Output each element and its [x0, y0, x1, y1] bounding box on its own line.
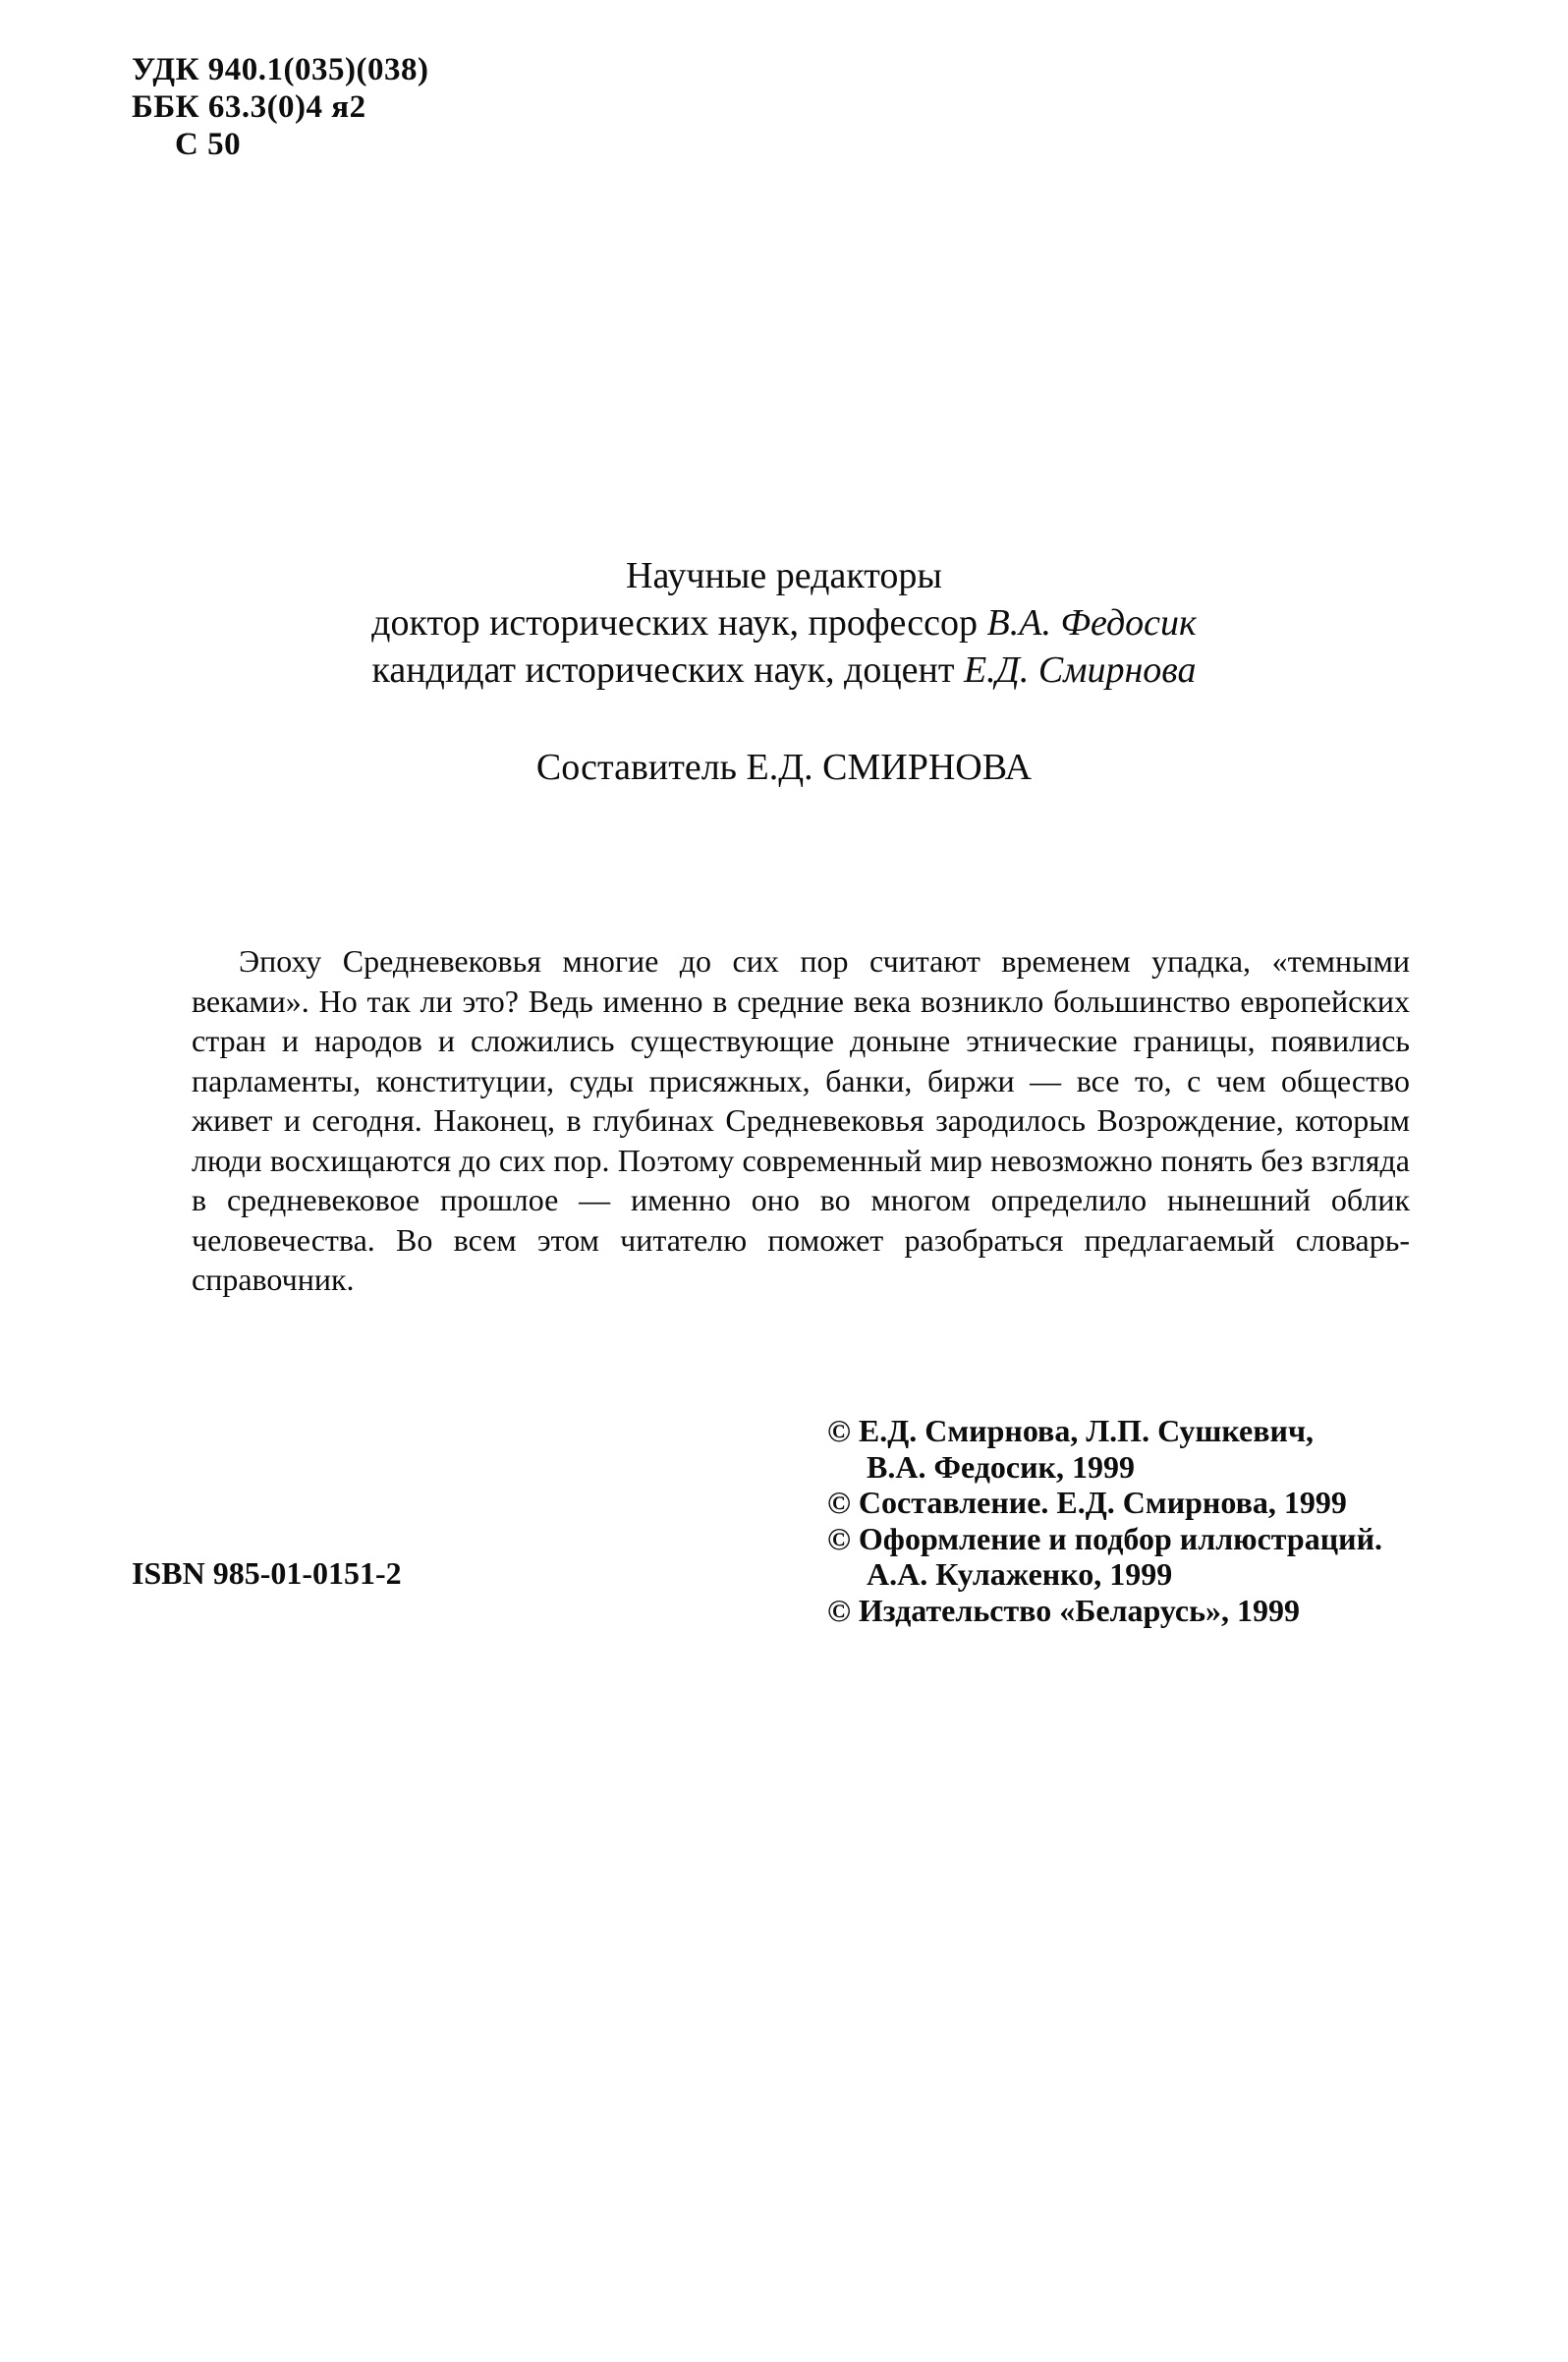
copyright-authors-cont: В.А. Федосик, 1999 [867, 1448, 1135, 1485]
classification-block [132, 51, 428, 163]
scientific-editors [0, 552, 1568, 694]
author-mark: С 50 [175, 127, 242, 162]
editor-2 [0, 647, 1568, 694]
compiler-line: Составитель Е.Д. СМИРНОВА [535, 747, 1033, 788]
editor-1 [0, 599, 1568, 647]
copyright-publisher: © Издательство «Беларусь», 1999 [827, 1592, 1301, 1628]
udk-code: УДК 940.1(035)(038) [132, 52, 429, 87]
annotation-paragraph: Эпоху Средневековья многие до сих пор считают временем упадка, «темными веками». Но так ли это? Ведь именно в средние века возникло большинство европейских стран и народов и сложились существующие доныне этнические границы, появились парламенты, конституции, суды присяжных, банки, биржи — все то, с чем общество живет и сегодня. Наконец, в глубинах Средневековья зародилось Возрождение, которым люди восхищаются до сих пор. Поэтому современный мир невозможно понять без взгляда в средневековое прошлое — именно оно во многом определило нынешний облик человечества. Во всем этом читателю поможет разобраться предлагаемый словарь-справочник. [192, 943, 1410, 1297]
editor-2-title: кандидат исторических наук, доцент [371, 649, 955, 691]
editor-1-name: В.А. Федосик [986, 602, 1197, 644]
isbn: ISBN 985-01-0151-2 [132, 1555, 402, 1591]
bbk-code: ББК 63.3(0)4 я2 [132, 89, 366, 125]
copyright-authors: © Е.Д. Смирнова, Л.П. Сушкевич, [827, 1413, 1314, 1448]
copyright-block [827, 1413, 1382, 1628]
copyright-design-cont: А.А. Кулаженко, 1999 [867, 1556, 1173, 1592]
copyright-design: © Оформление и подбор иллюстраций. [827, 1520, 1383, 1556]
editor-1-title: доктор исторических наук, профессор [371, 602, 979, 644]
editors-heading: Научные редакторы [626, 555, 942, 596]
copyright-compilation: © Составление. Е.Д. Смирнова, 1999 [827, 1485, 1347, 1520]
editor-2-name: Е.Д. Смирнова [963, 649, 1197, 691]
